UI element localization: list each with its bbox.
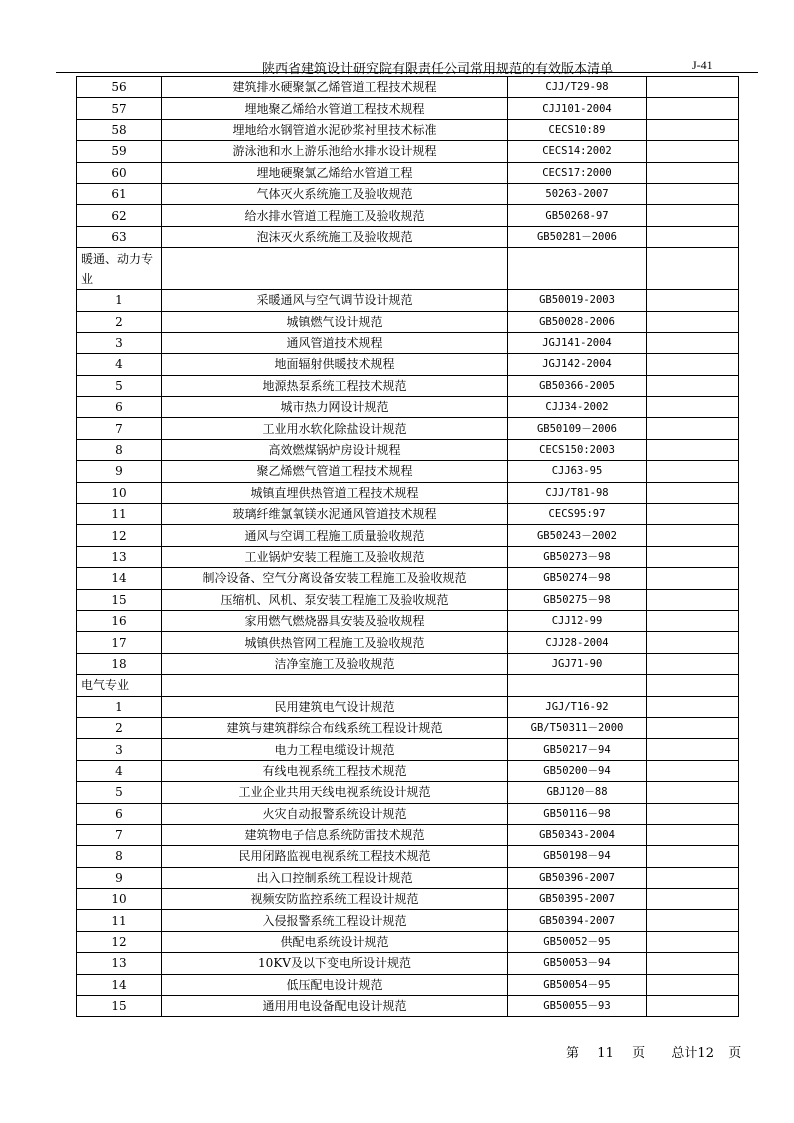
section-header-row bbox=[77, 675, 739, 696]
table-row bbox=[77, 98, 739, 119]
row-number: 1 bbox=[77, 290, 162, 311]
empty-cell bbox=[162, 675, 508, 696]
standard-code: GB50052－95 bbox=[508, 931, 647, 952]
remarks-cell bbox=[647, 717, 739, 738]
standard-name: 工业企业共用天线电视系统设计规范 bbox=[162, 782, 508, 803]
standard-code: GB50054－95 bbox=[508, 974, 647, 995]
table-row bbox=[77, 354, 739, 375]
standard-name: 气体灭火系统施工及验收规范 bbox=[162, 183, 508, 204]
row-number: 57 bbox=[77, 98, 162, 119]
remarks-cell bbox=[647, 867, 739, 888]
row-number: 2 bbox=[77, 717, 162, 738]
row-number: 4 bbox=[77, 760, 162, 781]
standard-code: CECS14:2002 bbox=[508, 141, 647, 162]
standard-name: 10KV及以下变电所设计规范 bbox=[162, 953, 508, 974]
standard-name: 城镇直埋供热管道工程技术规程 bbox=[162, 482, 508, 503]
row-number: 14 bbox=[77, 974, 162, 995]
standard-code: GB50116－98 bbox=[508, 803, 647, 824]
standard-code: GB50394-2007 bbox=[508, 910, 647, 931]
standard-name: 城镇燃气设计规范 bbox=[162, 311, 508, 332]
row-number: 9 bbox=[77, 867, 162, 888]
remarks-cell bbox=[647, 653, 739, 674]
table-row bbox=[77, 632, 739, 653]
standard-code: CJJ34-2002 bbox=[508, 397, 647, 418]
standard-name: 城市热力网设计规范 bbox=[162, 397, 508, 418]
standard-code: GB/T50311－2000 bbox=[508, 717, 647, 738]
remarks-cell bbox=[647, 610, 739, 631]
remarks-cell bbox=[647, 996, 739, 1017]
remarks-cell bbox=[647, 290, 739, 311]
document-code: J-41 bbox=[692, 58, 713, 72]
standard-name: 采暖通风与空气调节设计规范 bbox=[162, 290, 508, 311]
standard-name: 建筑排水硬聚氯乙烯管道工程技术规程 bbox=[162, 77, 508, 98]
standard-name: 工业用水软化除盐设计规范 bbox=[162, 418, 508, 439]
remarks-cell bbox=[647, 525, 739, 546]
standard-name: 埋地给水钢管道水泥砂浆衬里技术标准 bbox=[162, 119, 508, 140]
standard-code: CECS10:89 bbox=[508, 119, 647, 140]
row-number: 7 bbox=[77, 824, 162, 845]
standard-code: GB50281－2006 bbox=[508, 226, 647, 247]
table-row bbox=[77, 141, 739, 162]
standard-name: 电力工程电缆设计规范 bbox=[162, 739, 508, 760]
remarks-cell bbox=[647, 760, 739, 781]
table-row bbox=[77, 311, 739, 332]
row-number: 10 bbox=[77, 889, 162, 910]
standard-name: 制冷设备、空气分离设备安装工程施工及验收规范 bbox=[162, 568, 508, 589]
remarks-cell bbox=[647, 439, 739, 460]
standard-code: CECS95:97 bbox=[508, 504, 647, 525]
standard-name: 供配电系统设计规范 bbox=[162, 931, 508, 952]
standard-name: 工业锅炉安装工程施工及验收规范 bbox=[162, 546, 508, 567]
remarks-cell bbox=[647, 846, 739, 867]
standard-code: JGJ/T16-92 bbox=[508, 696, 647, 717]
standard-code: GB50053－94 bbox=[508, 953, 647, 974]
standard-code: GB50396-2007 bbox=[508, 867, 647, 888]
table-row bbox=[77, 996, 739, 1017]
standard-name: 火灾自动报警系统设计规范 bbox=[162, 803, 508, 824]
standard-code: JGJ71-90 bbox=[508, 653, 647, 674]
standard-code: GB50274－98 bbox=[508, 568, 647, 589]
remarks-cell bbox=[647, 974, 739, 995]
standard-code: GB50019-2003 bbox=[508, 290, 647, 311]
row-number: 14 bbox=[77, 568, 162, 589]
section-title: 暖通、动力专业 bbox=[77, 248, 162, 290]
remarks-cell bbox=[647, 461, 739, 482]
remarks-cell bbox=[647, 589, 739, 610]
row-number: 1 bbox=[77, 696, 162, 717]
standard-code: CJJ/T29-98 bbox=[508, 77, 647, 98]
remarks-cell bbox=[647, 782, 739, 803]
table-row bbox=[77, 953, 739, 974]
row-number: 15 bbox=[77, 589, 162, 610]
standard-name: 玻璃纤维氯氧镁水泥通风管道技术规程 bbox=[162, 504, 508, 525]
table-row bbox=[77, 332, 739, 353]
standard-name: 地源热泵系统工程技术规范 bbox=[162, 375, 508, 396]
remarks-cell bbox=[647, 183, 739, 204]
standard-name: 通风管道技术规程 bbox=[162, 332, 508, 353]
row-number: 18 bbox=[77, 653, 162, 674]
standard-code: JGJ142-2004 bbox=[508, 354, 647, 375]
row-number: 13 bbox=[77, 953, 162, 974]
standard-code: CJJ28-2004 bbox=[508, 632, 647, 653]
standard-name: 给水排水管道工程施工及验收规范 bbox=[162, 205, 508, 226]
row-number: 10 bbox=[77, 482, 162, 503]
row-number: 7 bbox=[77, 418, 162, 439]
remarks-cell bbox=[647, 632, 739, 653]
table-row bbox=[77, 696, 739, 717]
standard-name: 城镇供热管网工程施工及验收规范 bbox=[162, 632, 508, 653]
table-row bbox=[77, 525, 739, 546]
table-row bbox=[77, 717, 739, 738]
row-number: 12 bbox=[77, 931, 162, 952]
table-row bbox=[77, 546, 739, 567]
standard-code: GB50243－2002 bbox=[508, 525, 647, 546]
remarks-cell bbox=[647, 504, 739, 525]
row-number: 2 bbox=[77, 311, 162, 332]
table-row bbox=[77, 589, 739, 610]
remarks-cell bbox=[647, 205, 739, 226]
remarks-cell bbox=[647, 889, 739, 910]
standard-name: 高效燃煤锅炉房设计规程 bbox=[162, 439, 508, 460]
table-row bbox=[77, 760, 739, 781]
table-row bbox=[77, 418, 739, 439]
table-row bbox=[77, 290, 739, 311]
standard-code: JGJ141-2004 bbox=[508, 332, 647, 353]
standard-code: GB50028-2006 bbox=[508, 311, 647, 332]
standard-name: 洁净室施工及验收规范 bbox=[162, 653, 508, 674]
table-row bbox=[77, 846, 739, 867]
row-number: 58 bbox=[77, 119, 162, 140]
total-suffix: 页 bbox=[728, 1046, 742, 1061]
remarks-cell bbox=[647, 375, 739, 396]
empty-cell bbox=[508, 248, 647, 290]
row-number: 17 bbox=[77, 632, 162, 653]
row-number: 8 bbox=[77, 846, 162, 867]
remarks-cell bbox=[647, 77, 739, 98]
standard-code: GB50109－2006 bbox=[508, 418, 647, 439]
row-number: 8 bbox=[77, 439, 162, 460]
standard-name: 泡沫灭火系统施工及验收规范 bbox=[162, 226, 508, 247]
standard-code: CJJ101-2004 bbox=[508, 98, 647, 119]
standard-name: 地面辐射供暖技术规程 bbox=[162, 354, 508, 375]
row-number: 11 bbox=[77, 910, 162, 931]
table-row bbox=[77, 931, 739, 952]
standard-code: CJJ12-99 bbox=[508, 610, 647, 631]
table-row bbox=[77, 653, 739, 674]
header-divider bbox=[56, 72, 758, 73]
standard-name: 出入口控制系统工程设计规范 bbox=[162, 867, 508, 888]
page-number: 11 bbox=[597, 1046, 614, 1061]
table-row bbox=[77, 782, 739, 803]
remarks-cell bbox=[647, 141, 739, 162]
table-row bbox=[77, 375, 739, 396]
table-row bbox=[77, 824, 739, 845]
remarks-cell bbox=[647, 568, 739, 589]
row-number: 15 bbox=[77, 996, 162, 1017]
standard-name: 家用燃气燃烧器具安装及验收规程 bbox=[162, 610, 508, 631]
empty-cell bbox=[508, 675, 647, 696]
remarks-cell bbox=[647, 803, 739, 824]
standard-name: 民用闭路监视电视系统工程技术规范 bbox=[162, 846, 508, 867]
empty-cell bbox=[647, 248, 739, 290]
table-row bbox=[77, 461, 739, 482]
standard-code: GB50268-97 bbox=[508, 205, 647, 226]
remarks-cell bbox=[647, 482, 739, 503]
row-number: 5 bbox=[77, 782, 162, 803]
table-row bbox=[77, 77, 739, 98]
table-row bbox=[77, 568, 739, 589]
row-number: 12 bbox=[77, 525, 162, 546]
row-number: 59 bbox=[77, 141, 162, 162]
table-row bbox=[77, 974, 739, 995]
row-number: 62 bbox=[77, 205, 162, 226]
standard-code: GB50366-2005 bbox=[508, 375, 647, 396]
table-row bbox=[77, 119, 739, 140]
standard-code: CJJ63-95 bbox=[508, 461, 647, 482]
remarks-cell bbox=[647, 332, 739, 353]
empty-cell bbox=[647, 675, 739, 696]
row-number: 5 bbox=[77, 375, 162, 396]
standard-code: GB50395-2007 bbox=[508, 889, 647, 910]
standard-code: GB50275－98 bbox=[508, 589, 647, 610]
standard-name: 有线电视系统工程技术规范 bbox=[162, 760, 508, 781]
standard-name: 压缩机、风机、泵安装工程施工及验收规范 bbox=[162, 589, 508, 610]
table-row bbox=[77, 803, 739, 824]
remarks-cell bbox=[647, 910, 739, 931]
empty-cell bbox=[162, 248, 508, 290]
standard-name: 建筑与建筑群综合布线系统工程设计规范 bbox=[162, 717, 508, 738]
document-title: 陕西省建筑设计研究院有限责任公司常用规范的有效版本清单 bbox=[262, 62, 614, 77]
standard-name: 入侵报警系统工程设计规范 bbox=[162, 910, 508, 931]
remarks-cell bbox=[647, 162, 739, 183]
standard-code: GB50217－94 bbox=[508, 739, 647, 760]
row-number: 13 bbox=[77, 546, 162, 567]
table-row bbox=[77, 397, 739, 418]
standard-name: 建筑物电子信息系统防雷技术规范 bbox=[162, 824, 508, 845]
total-pages: 总计12 bbox=[671, 1046, 714, 1061]
standard-name: 埋地聚乙烯给水管道工程技术规程 bbox=[162, 98, 508, 119]
remarks-cell bbox=[647, 739, 739, 760]
standard-name: 聚乙烯燃气管道工程技术规程 bbox=[162, 461, 508, 482]
standard-name: 游泳池和水上游乐池给水排水设计规程 bbox=[162, 141, 508, 162]
standard-code: CJJ/T81-98 bbox=[508, 482, 647, 503]
standard-code: CECS150:2003 bbox=[508, 439, 647, 460]
standard-name: 通用用电设备配电设计规范 bbox=[162, 996, 508, 1017]
row-number: 6 bbox=[77, 397, 162, 418]
table-row bbox=[77, 504, 739, 525]
page-prefix: 第 bbox=[566, 1046, 580, 1061]
standard-code: 50263-2007 bbox=[508, 183, 647, 204]
row-number: 56 bbox=[77, 77, 162, 98]
standard-name: 视频安防监控系统工程设计规范 bbox=[162, 889, 508, 910]
row-number: 16 bbox=[77, 610, 162, 631]
section-header-row bbox=[77, 248, 739, 290]
remarks-cell bbox=[647, 98, 739, 119]
remarks-cell bbox=[647, 226, 739, 247]
remarks-cell bbox=[647, 931, 739, 952]
table-row bbox=[77, 439, 739, 460]
table-row bbox=[77, 889, 739, 910]
row-number: 61 bbox=[77, 183, 162, 204]
row-number: 6 bbox=[77, 803, 162, 824]
page-suffix: 页 bbox=[632, 1046, 646, 1061]
table-row bbox=[77, 183, 739, 204]
standard-code: GB50198－94 bbox=[508, 846, 647, 867]
table-row bbox=[77, 205, 739, 226]
table-row bbox=[77, 610, 739, 631]
standard-name: 埋地硬聚氯乙烯给水管道工程 bbox=[162, 162, 508, 183]
standards-table-body bbox=[77, 77, 739, 1017]
remarks-cell bbox=[647, 546, 739, 567]
row-number: 4 bbox=[77, 354, 162, 375]
page-footer bbox=[566, 1042, 741, 1061]
row-number: 3 bbox=[77, 739, 162, 760]
remarks-cell bbox=[647, 824, 739, 845]
standard-name: 民用建筑电气设计规范 bbox=[162, 696, 508, 717]
row-number: 3 bbox=[77, 332, 162, 353]
standard-code: GB50273－98 bbox=[508, 546, 647, 567]
table-row bbox=[77, 162, 739, 183]
table-row bbox=[77, 739, 739, 760]
table-row bbox=[77, 482, 739, 503]
standard-code: GB50343-2004 bbox=[508, 824, 647, 845]
row-number: 11 bbox=[77, 504, 162, 525]
remarks-cell bbox=[647, 119, 739, 140]
remarks-cell bbox=[647, 397, 739, 418]
table-row bbox=[77, 910, 739, 931]
row-number: 9 bbox=[77, 461, 162, 482]
standards-table bbox=[76, 76, 739, 1017]
standard-code: GBJ120－88 bbox=[508, 782, 647, 803]
section-title: 电气专业 bbox=[77, 675, 162, 696]
table-row bbox=[77, 226, 739, 247]
remarks-cell bbox=[647, 311, 739, 332]
standard-name: 低压配电设计规范 bbox=[162, 974, 508, 995]
remarks-cell bbox=[647, 696, 739, 717]
remarks-cell bbox=[647, 953, 739, 974]
row-number: 60 bbox=[77, 162, 162, 183]
table-row bbox=[77, 867, 739, 888]
remarks-cell bbox=[647, 418, 739, 439]
standard-name: 通风与空调工程施工质量验收规范 bbox=[162, 525, 508, 546]
standard-code: GB50055－93 bbox=[508, 996, 647, 1017]
remarks-cell bbox=[647, 354, 739, 375]
standard-code: CECS17:2000 bbox=[508, 162, 647, 183]
row-number: 63 bbox=[77, 226, 162, 247]
standard-code: GB50200－94 bbox=[508, 760, 647, 781]
